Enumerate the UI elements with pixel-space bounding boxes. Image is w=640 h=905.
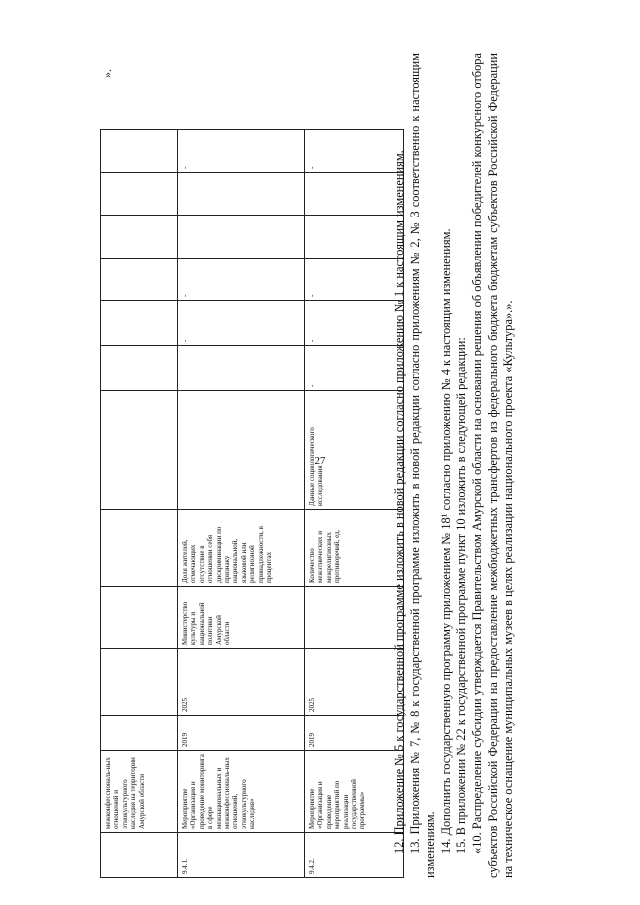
cell-indicator: Количество межэтнических и межрелигиозных противоречий, ед. (305, 510, 404, 587)
cell-value: - (305, 301, 404, 346)
paragraph: 13. Приложения № 7, № 8 к государственной программе изложить в новой редакции согласно приложениям № 2, № 3 соответственно к настоящим изменениям. (407, 53, 438, 878)
paragraph: 15. В приложении № 22 к государственной программе пункт 10 изложить в следующей редакции: (454, 337, 469, 854)
cell-value (101, 346, 178, 391)
table-closing-quote: ». (100, 69, 114, 78)
cell-year-start: 2019 (178, 716, 305, 751)
cell-value: - (178, 301, 305, 346)
table-row (101, 130, 178, 878)
cell-name: межконфессиональ-ных отношений и этнокультурного наследия на территории Амурской области (101, 751, 178, 833)
page-number: 27 (314, 455, 326, 467)
cell-num: 9.4.1. (178, 833, 305, 878)
cell-value: - (305, 346, 404, 391)
cell-year-end: 2025 (178, 649, 305, 716)
cell-value (178, 173, 305, 216)
cell-org (305, 587, 404, 649)
cell-source (178, 391, 305, 510)
paragraph: 14. Дополнить государственную программу приложением № 18¹ согласно приложению № 4 к настоящим изменениям. (438, 228, 453, 854)
cell-value: - (178, 259, 305, 301)
cell-value (101, 130, 178, 173)
cell-indicator: Доля жителей, отмечающих отсутствие в отношении себя дискриминации по признаку национальной, языковой или религиозной принадлежности, в процентах (178, 510, 305, 587)
cell-num: 9.4.2. (305, 833, 404, 878)
cell-value (305, 216, 404, 259)
cell-indicator (101, 510, 178, 587)
table-row (305, 130, 404, 878)
cell-value: - (178, 130, 305, 173)
cell-year-start (101, 716, 178, 751)
cell-value (178, 346, 305, 391)
cell-org (101, 587, 178, 649)
cell-source (101, 391, 178, 510)
cell-value (101, 301, 178, 346)
cell-name: Мероприятие «Организация и проведение мониторинга в сфере межнациональных и межконфессиональ-ных отношений, этнокультурного наследия» (178, 751, 305, 833)
rotated-content (100, 48, 620, 878)
cell-num (101, 833, 178, 878)
cell-source: Данные социологического исследования (305, 391, 404, 510)
cell-value: - (305, 130, 404, 173)
cell-year-end (101, 649, 178, 716)
cell-year-start: 2019 (305, 716, 404, 751)
paragraph: «10. Распределение субсидии утверждается Правительством Амурской области на основании решения об объявлении победителей конкурсного отбора субъектов Российской Федерации на предоставление межбюджетных трансфертов из федерального бюджета бюджетам субъектов Российской Федерации на техническое оснащение муниципальных музеев в целях реализации национального проекта «Культура».». (469, 53, 516, 878)
table-row (178, 130, 305, 878)
cell-value: - (305, 259, 404, 301)
cell-year-end: 2025 (305, 649, 404, 716)
program-table (100, 129, 404, 878)
cell-value (101, 173, 178, 216)
cell-org: Министерство культуры и национальной политики Амурской области (178, 587, 305, 649)
cell-value (101, 259, 178, 301)
cell-value (101, 216, 178, 259)
cell-value (178, 216, 305, 259)
cell-value (305, 173, 404, 216)
cell-name: Мероприятие «Организация и проведение мероприятий по реализации государственной программы» (305, 751, 404, 833)
paragraph: 12. Приложение № 5 к государственной программе изложить в новой редакции согласно приложению № 1 к настоящим изменениям. (392, 150, 406, 854)
amendments-text (392, 53, 517, 878)
